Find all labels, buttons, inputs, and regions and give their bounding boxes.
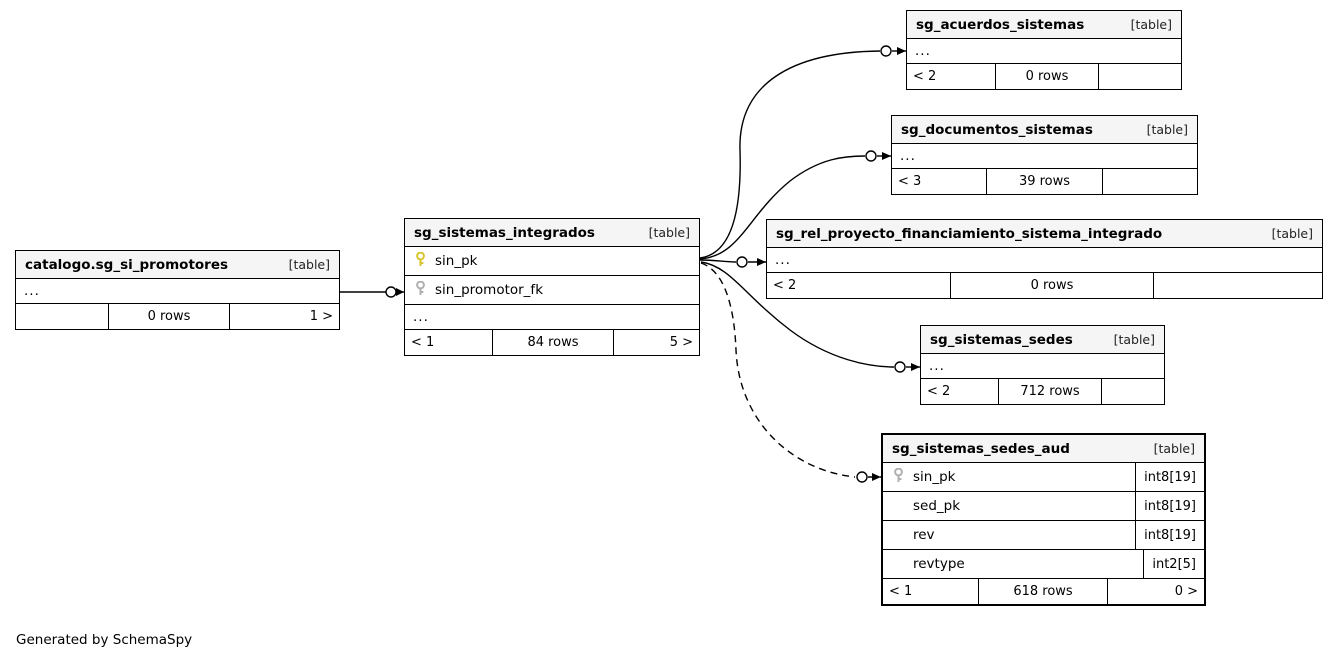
table-header xyxy=(883,435,1204,463)
table-footer xyxy=(921,379,1164,404)
column-name: sin_promotor_fk xyxy=(435,282,544,298)
edge-promotores-sistemas xyxy=(340,287,404,297)
table-footer xyxy=(907,64,1181,89)
footer-rowcount: 84 rows xyxy=(492,330,614,355)
hidden-columns-indicator: ... xyxy=(16,279,339,304)
footer-children xyxy=(1154,273,1322,298)
table-title: sg_documentos_sistemas xyxy=(901,121,1093,138)
footer-parents xyxy=(16,304,108,329)
footer-parents: < 2 xyxy=(773,278,797,293)
table-sg-sistemas-integrados[interactable] xyxy=(404,218,700,356)
table-footer xyxy=(767,273,1322,298)
column-name: revtype xyxy=(913,556,965,572)
column-name-cell xyxy=(405,281,699,300)
table-header xyxy=(892,116,1197,144)
footer-rowcount: 0 rows xyxy=(108,304,230,329)
column-name: sin_pk xyxy=(913,469,956,485)
table-type-tag: [table] xyxy=(1130,17,1172,32)
footer-children: 5 > xyxy=(669,335,693,350)
table-type-tag: [table] xyxy=(288,257,330,272)
footer-rowcount: 0 rows xyxy=(995,64,1099,89)
table-title: sg_acuerdos_sistemas xyxy=(916,16,1085,33)
footer-rowcount: 0 rows xyxy=(950,273,1154,298)
table-sg-documentos-sistemas[interactable] xyxy=(891,115,1198,195)
footer-rowcount: 618 rows xyxy=(978,579,1108,604)
table-sg-rel-proyecto-financiamiento-sistema-integrado[interactable] xyxy=(766,219,1323,299)
table-header xyxy=(907,11,1181,39)
foreign-key-icon xyxy=(413,281,427,300)
footer-parents: < 3 xyxy=(898,174,922,189)
column-name: rev xyxy=(913,527,935,543)
footer-parents: < 1 xyxy=(889,584,913,599)
footer-children xyxy=(1103,169,1197,194)
table-header xyxy=(921,326,1164,354)
table-footer xyxy=(883,579,1204,604)
column-name-cell xyxy=(883,468,1135,487)
column-name-cell xyxy=(883,527,1135,543)
table-type-tag: [table] xyxy=(1146,122,1188,137)
table-footer xyxy=(16,304,339,329)
column-row[interactable] xyxy=(883,550,1204,579)
table-type-tag: [table] xyxy=(1271,226,1313,241)
table-title: sg_rel_proyecto_financiamiento_sistema_integrado xyxy=(776,225,1163,242)
table-header xyxy=(767,220,1322,248)
table-catalogo-sg-si-promotores[interactable] xyxy=(15,250,340,330)
footer-rowcount: 712 rows xyxy=(998,379,1102,404)
column-type: int8[19] xyxy=(1135,521,1204,549)
footer-parents: < 1 xyxy=(411,335,435,350)
table-type-tag: [table] xyxy=(648,225,690,240)
table-title: sg_sistemas_sedes xyxy=(930,331,1073,348)
footer-children xyxy=(1102,379,1164,404)
table-header xyxy=(405,219,699,247)
column-row[interactable] xyxy=(883,463,1204,492)
table-header xyxy=(16,251,339,279)
table-footer xyxy=(892,169,1197,194)
table-title: sg_sistemas_integrados xyxy=(414,224,595,241)
table-sg-sistemas-sedes[interactable] xyxy=(920,325,1165,405)
footer-children xyxy=(1099,64,1181,89)
column-row[interactable] xyxy=(883,492,1204,521)
table-footer xyxy=(405,330,699,355)
footer-children: 0 > xyxy=(1174,584,1198,599)
column-type: int8[19] xyxy=(1135,492,1204,520)
table-sg-acuerdos-sistemas[interactable] xyxy=(906,10,1182,90)
hidden-columns-indicator: ... xyxy=(921,354,1164,379)
column-row[interactable] xyxy=(405,247,699,276)
hidden-columns-indicator: ... xyxy=(405,305,699,330)
footer-parents: < 2 xyxy=(913,69,937,84)
foreign-key-icon xyxy=(891,468,905,487)
primary-key-icon xyxy=(413,252,427,271)
table-sg-sistemas-sedes-aud[interactable] xyxy=(881,433,1206,606)
column-name: sed_pk xyxy=(913,498,961,514)
column-type: int8[19] xyxy=(1135,463,1204,491)
hidden-columns-indicator: ... xyxy=(907,39,1181,64)
edge-sistemas-rel-proyecto xyxy=(700,257,766,267)
footer-children: 1 > xyxy=(309,309,333,324)
footer-parents: < 2 xyxy=(927,384,951,399)
table-title: catalogo.sg_si_promotores xyxy=(25,256,229,273)
column-row[interactable] xyxy=(883,521,1204,550)
hidden-columns-indicator: ... xyxy=(892,144,1197,169)
column-name-cell xyxy=(405,252,699,271)
table-title: sg_sistemas_sedes_aud xyxy=(892,440,1070,457)
column-type: int2[5] xyxy=(1143,550,1204,578)
table-type-tag: [table] xyxy=(1153,441,1195,456)
hidden-columns-indicator: ... xyxy=(767,248,1322,273)
generated-by-label: Generated by SchemaSpy xyxy=(16,632,193,648)
table-type-tag: [table] xyxy=(1113,332,1155,347)
footer-rowcount: 39 rows xyxy=(986,169,1103,194)
column-name-cell xyxy=(883,498,1135,514)
column-name-cell xyxy=(883,556,1143,572)
column-name: sin_pk xyxy=(435,253,478,269)
column-row[interactable] xyxy=(405,276,699,305)
